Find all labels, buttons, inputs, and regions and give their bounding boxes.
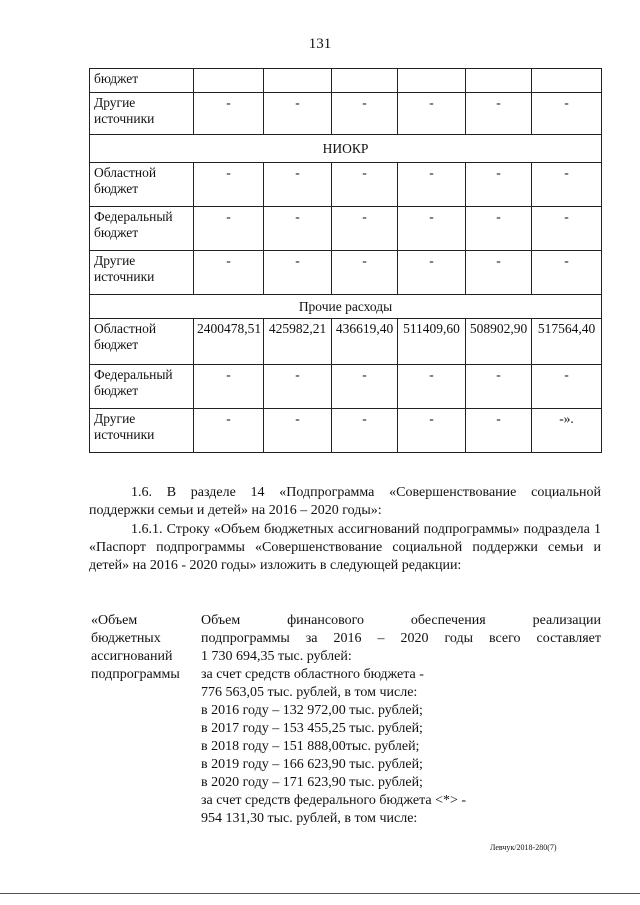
funding-source-label: бюджет — [90, 69, 194, 93]
funding-source-label: Федеральный бюджет — [90, 365, 194, 409]
table-cell: 425982,21 — [264, 319, 332, 365]
page-number: 131 — [308, 36, 332, 52]
table-cell: - — [398, 409, 466, 453]
table-cell — [398, 69, 466, 93]
table-cell: - — [466, 207, 532, 251]
table-row — [90, 93, 602, 135]
table-cell: - — [194, 409, 264, 453]
passport-value-line: за счет средств областного бюджета - — [201, 667, 424, 682]
table-cell: - — [532, 365, 602, 409]
table-cell: - — [264, 365, 332, 409]
passport-label-line: подпрограммы — [91, 667, 180, 682]
table-row — [90, 163, 602, 207]
table-cell: 511409,60 — [398, 319, 466, 365]
paragraph-1-6: 1.6. В разделе 14 «Подпрограмма «Совершенствование социальной поддержки семьи и детей» на 2016 – 2020 годы»: — [89, 485, 601, 518]
budget-table-body — [90, 69, 602, 453]
table-cell: - — [332, 163, 398, 207]
table-cell: - — [466, 93, 532, 135]
table-cell: - — [264, 251, 332, 295]
section-title: НИОКР — [90, 135, 602, 163]
table-cell: - — [466, 365, 532, 409]
table-cell: - — [332, 251, 398, 295]
table-cell: - — [398, 163, 466, 207]
funding-source-label: Другие источники — [90, 93, 194, 135]
table-cell: - — [264, 207, 332, 251]
funding-source-label: Областной бюджет — [90, 319, 194, 365]
table-cell: - — [332, 409, 398, 453]
page-bottom-rule — [0, 893, 640, 894]
table-row — [90, 365, 602, 409]
table-cell: 436619,40 — [332, 319, 398, 365]
passport-value-line: Объем финансового обеспечения реализации — [201, 613, 601, 628]
table-cell: - — [332, 365, 398, 409]
table-cell — [532, 69, 602, 93]
funding-source-label: Другие источники — [90, 409, 194, 453]
table-cell: - — [466, 251, 532, 295]
table-cell: - — [466, 409, 532, 453]
table-row — [90, 409, 602, 453]
passport-value-line: 954 131,30 тыс. рублей, в том числе: — [201, 811, 418, 826]
passport-label — [91, 612, 196, 684]
table-cell: -». — [532, 409, 602, 453]
table-cell: - — [194, 163, 264, 207]
table-cell — [264, 69, 332, 93]
table-cell: - — [532, 93, 602, 135]
funding-source-label: Другие источники — [90, 251, 194, 295]
passport-value-line: подпрограммы за 2016 – 2020 годы всего составляет — [201, 631, 601, 646]
table-cell: - — [264, 163, 332, 207]
table-cell: 508902,90 — [466, 319, 532, 365]
table-cell: - — [332, 93, 398, 135]
document-code: Левчук/2018-280(7) — [490, 843, 557, 852]
passport-value-line: 776 563,05 тыс. рублей, в том числе: — [201, 685, 418, 700]
passport-value-line: в 2020 году – 171 623,90 тыс. рублей; — [201, 775, 423, 790]
table-row — [90, 319, 602, 365]
section-title: Прочие расходы — [90, 295, 602, 319]
table-cell: - — [194, 365, 264, 409]
passport-value — [201, 612, 601, 828]
passport-value-line: в 2016 году – 132 972,00 тыс. рублей; — [201, 703, 423, 718]
table-cell: - — [194, 207, 264, 251]
paragraph-1-6-1: 1.6.1. Строку «Объем бюджетных ассигнований подпрограммы» подраздела 1 «Паспорт подпрограммы «Совершенствование социальной поддержки семьи и детей» на 2016 - 2020 годы» изложить в следующей редакции: — [89, 522, 601, 573]
table-row — [90, 207, 602, 251]
passport-value-line: в 2019 году – 166 623,90 тыс. рублей; — [201, 757, 423, 772]
table-row — [90, 69, 602, 93]
table-cell: - — [532, 251, 602, 295]
table-cell — [332, 69, 398, 93]
table-cell: 517564,40 — [532, 319, 602, 365]
table-cell: - — [194, 93, 264, 135]
table-cell: - — [264, 93, 332, 135]
table-cell: - — [194, 251, 264, 295]
funding-source-label: Областной бюджет — [90, 163, 194, 207]
passport-value-line: в 2017 году – 153 455,25 тыс. рублей; — [201, 721, 423, 736]
table-cell — [466, 69, 532, 93]
table-cell: - — [398, 251, 466, 295]
table-cell: - — [398, 93, 466, 135]
funding-source-label: Федеральный бюджет — [90, 207, 194, 251]
budget-table — [89, 68, 602, 453]
table-cell: - — [332, 207, 398, 251]
table-cell — [194, 69, 264, 93]
passport-value-line: за счет средств федерального бюджета <*> - — [201, 793, 467, 808]
table-cell: - — [466, 163, 532, 207]
passport-label-line: бюджетных — [91, 631, 161, 646]
table-cell: - — [532, 163, 602, 207]
table-cell: - — [264, 409, 332, 453]
table-section-row — [90, 135, 602, 163]
passport-value-line: 1 730 694,35 тыс. рублей: — [201, 649, 352, 664]
passport-value-line: в 2018 году – 151 888,00тыс. рублей; — [201, 739, 420, 754]
table-cell: 2400478,51 — [194, 319, 264, 365]
passport-label-line: ассигнований — [91, 649, 173, 664]
passport-label-line: «Объем — [91, 613, 138, 628]
table-cell: - — [532, 207, 602, 251]
table-cell: - — [398, 207, 466, 251]
table-section-row — [90, 295, 602, 319]
table-row — [90, 251, 602, 295]
table-cell: - — [398, 365, 466, 409]
